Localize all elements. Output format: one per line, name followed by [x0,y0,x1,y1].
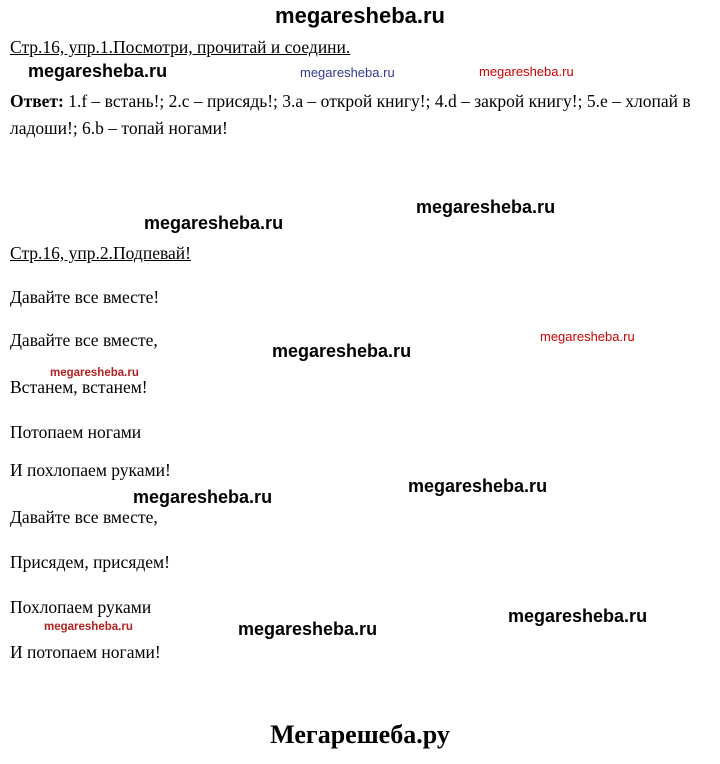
footer-site-title: Мегарешеба.ру [270,720,450,749]
exercise2-heading: Стр.16, упр.2.Подпевай! [10,243,191,263]
lyric-line: Присядем, присядем! [10,552,170,572]
watermark-lyrics-right-1: megaresheba.ru [408,476,548,496]
watermark-mid-right: megaresheba.ru [416,197,556,217]
lyric-line: Потопаем ногами [10,422,142,442]
answer-text: 1.f – встань!; 2.c – присядь!; 3.a – открой книгу!; 4.d – закрой книгу!; 5.e – хлопай в ладоши!; 6.b – топай ногами! [10,91,691,138]
lyric-line: Давайте все вместе! [10,287,160,307]
lyric-line: Давайте все вместе, [10,330,158,350]
lyric-line: Встанем, встанем! [10,377,148,397]
watermark-lyrics-center-2: megaresheba.ru [238,619,378,639]
site-header-watermark: megaresheba.ru [275,3,445,28]
watermark-row1-right: megaresheba.ru [479,64,574,79]
watermark-mid-left: megaresheba.ru [144,213,284,233]
lyric-line: Давайте все вместе, [10,507,158,527]
watermark-lyrics-left-1: megaresheba.ru [133,487,273,507]
lyric-line: Похлопаем руками [10,597,152,617]
lyric-line: И похлопаем руками! [10,460,171,480]
watermark-lyrics-right-2: megaresheba.ru [508,606,648,626]
answer-label: Ответ: [10,91,64,111]
watermark-row1-center: megaresheba.ru [300,65,395,80]
watermark-lyrics-center-1: megaresheba.ru [272,341,412,361]
answer-paragraph [10,88,700,142]
watermark-lyrics-right-small: megaresheba.ru [540,329,635,344]
watermark-lyrics-left-small-2: megaresheba.ru [44,621,133,633]
lyric-line: И потопаем ногами! [10,642,161,662]
exercise1-heading: Стр.16, упр.1.Посмотри, прочитай и соедини. [10,37,351,57]
watermark-row1-left: megaresheba.ru [28,61,168,81]
watermark-lyrics-left-small-1: megaresheba.ru [50,367,139,379]
